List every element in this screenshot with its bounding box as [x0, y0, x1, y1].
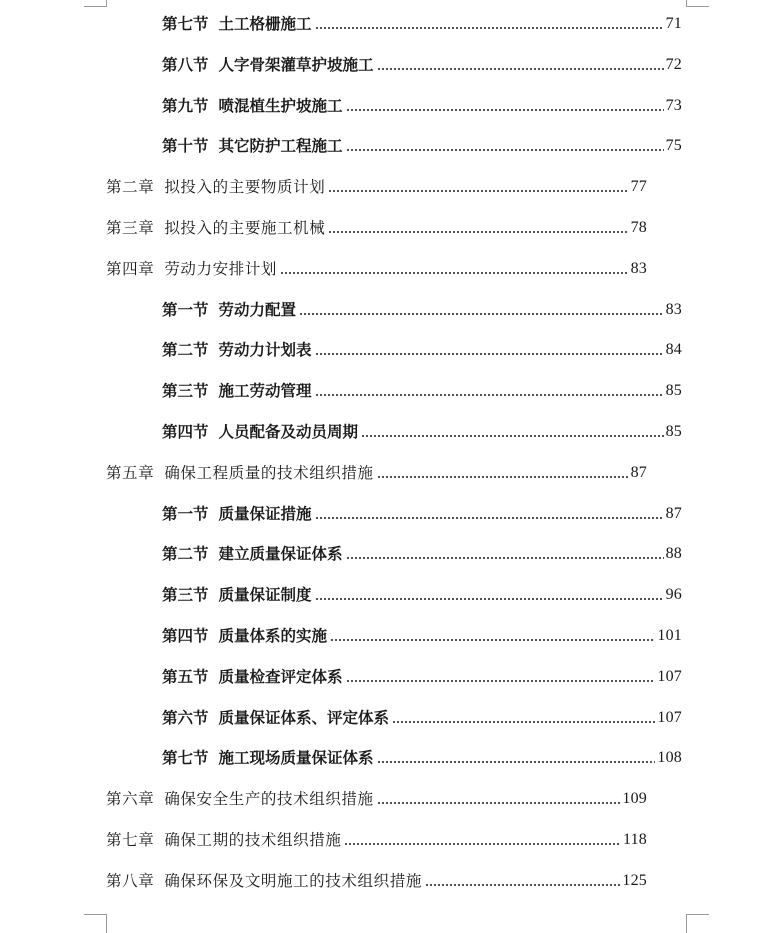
toc-entry-label [106, 218, 326, 238]
toc-dot-leader [425, 883, 620, 887]
toc-dot-leader [299, 312, 664, 316]
toc-entry-number: 第六节 [162, 708, 209, 727]
toc-section-entry[interactable] [162, 620, 682, 646]
toc-entry-label [106, 871, 423, 891]
toc-dot-leader [346, 148, 664, 152]
toc-section-entry[interactable] [162, 8, 682, 34]
toc-entry-label [162, 544, 344, 564]
toc-section-entry[interactable] [162, 90, 682, 116]
toc-entry-label [162, 422, 359, 442]
toc-entry-label [106, 830, 342, 850]
toc-chapter-entry[interactable] [106, 253, 647, 279]
toc-dot-leader [315, 516, 664, 520]
toc-entry-title: 其它防护工程施工 [218, 137, 343, 156]
toc-page-number: 108 [657, 749, 682, 767]
toc-entry-title: 土工格栅施工 [218, 15, 312, 33]
toc-dot-leader [392, 720, 655, 724]
toc-chapter-entry[interactable] [106, 865, 647, 891]
toc-entry-title: 质量体系的实施 [218, 627, 328, 645]
toc-page-number: 107 [657, 667, 682, 685]
toc-page-number: 101 [657, 627, 682, 644]
toc-page-number: 88 [665, 545, 682, 563]
toc-chapter-entry[interactable] [106, 824, 647, 850]
toc-entry-title: 质量检查评定体系 [218, 667, 343, 686]
toc-page-number: 72 [665, 55, 682, 73]
toc-entry-number: 第四节 [162, 627, 209, 645]
toc-entry-number: 第四节 [162, 423, 209, 441]
toc-entry-label [162, 14, 313, 34]
toc-page-number: 83 [630, 259, 647, 277]
toc-entry-title: 人字骨架灌草护坡施工 [218, 55, 374, 74]
toc-entry-label [106, 789, 375, 809]
toc-dot-leader [315, 26, 664, 30]
toc-dot-leader [328, 230, 628, 234]
toc-section-entry[interactable] [162, 702, 682, 728]
toc-dot-leader [377, 801, 621, 805]
toc-entry-title: 确保环保及文明施工的技术组织措施 [164, 871, 422, 890]
toc-page-number: 118 [622, 831, 647, 848]
toc-page-number: 73 [665, 96, 682, 114]
toc-entry-label [106, 463, 375, 483]
toc-page-number: 78 [630, 219, 647, 236]
toc-section-entry[interactable] [162, 538, 682, 564]
toc-entry-title: 施工现场质量保证体系 [218, 749, 374, 768]
toc-chapter-entry[interactable] [106, 783, 647, 809]
toc-entry-title: 拟投入的主要物质计划 [164, 178, 326, 197]
toc-page-number: 125 [622, 871, 647, 889]
toc-entry-number: 第四章 [106, 259, 155, 278]
toc-section-entry[interactable] [162, 49, 682, 75]
toc-entry-label [106, 259, 278, 279]
toc-entry-title: 确保安全生产的技术组织措施 [164, 790, 374, 809]
toc-entry-title: 喷混植生护坡施工 [218, 96, 343, 115]
toc-entry-label [162, 136, 344, 156]
toc-page-number: 75 [665, 137, 682, 155]
toc-section-entry[interactable] [162, 579, 682, 605]
toc-entry-number: 第一节 [162, 504, 209, 523]
toc-chapter-entry[interactable] [106, 212, 647, 238]
toc-page-number: 96 [665, 586, 682, 604]
toc-dot-leader [346, 556, 664, 560]
toc-dot-leader [315, 597, 664, 601]
toc-entry-number: 第九节 [162, 96, 209, 115]
toc-page-number: 85 [665, 423, 682, 440]
toc-section-entry[interactable] [162, 742, 682, 768]
toc-entry-number: 第一节 [162, 300, 209, 319]
toc-dot-leader [315, 352, 664, 356]
toc-entry-number: 第三节 [162, 382, 209, 401]
toc-entry-number: 第七节 [162, 15, 209, 33]
toc-entry-label [162, 340, 313, 360]
toc-page-number: 107 [657, 708, 682, 726]
toc-entry-title: 确保工程质量的技术组织措施 [164, 463, 374, 482]
toc-entry-label [162, 585, 313, 605]
toc-chapter-entry[interactable] [106, 457, 647, 483]
toc-page-number: 71 [665, 15, 682, 32]
toc-dot-leader [315, 393, 664, 397]
toc-section-entry[interactable] [162, 661, 682, 687]
toc-dot-leader [280, 271, 629, 275]
toc-entry-label [162, 300, 297, 320]
toc-entry-title: 人员配备及动员周期 [218, 423, 359, 441]
toc-section-entry[interactable] [162, 498, 682, 524]
toc-page-number: 84 [665, 341, 682, 359]
toc-page-number: 87 [630, 463, 647, 481]
toc-dot-leader [330, 638, 655, 642]
toc-dot-leader [377, 760, 656, 764]
toc-section-entry[interactable] [162, 416, 682, 442]
toc-entry-title: 劳动力计划表 [218, 341, 312, 360]
toc-entry-number: 第十节 [162, 137, 209, 156]
toc-entry-label [162, 504, 313, 524]
toc-dot-leader [346, 679, 656, 683]
toc-entry-number: 第五节 [162, 667, 209, 686]
toc-entry-label [162, 55, 375, 75]
toc-entry-number: 第二章 [106, 178, 155, 197]
toc-entry-label [162, 667, 344, 687]
toc-dot-leader [377, 67, 664, 71]
toc-page-number: 85 [665, 382, 682, 400]
toc-entry-label [106, 177, 326, 197]
toc-entry-number: 第八章 [106, 871, 155, 890]
toc-entry-number: 第三章 [106, 219, 155, 237]
toc-page-number: 87 [665, 504, 682, 522]
toc-entry-title: 质量保证措施 [218, 504, 312, 523]
toc-entry-title: 建立质量保证体系 [218, 545, 343, 564]
toc-section-entry[interactable] [162, 130, 682, 156]
toc-dot-leader [377, 475, 629, 479]
toc-entry-label [162, 96, 344, 116]
toc-dot-leader [346, 108, 664, 112]
toc-entry-title: 质量保证体系、评定体系 [218, 708, 390, 727]
toc-entry-label [162, 626, 328, 646]
toc-chapter-entry[interactable] [106, 171, 647, 197]
toc-entry-number: 第八节 [162, 55, 209, 74]
toc-entry-label [162, 748, 375, 768]
toc-entry-number: 第二节 [162, 545, 209, 564]
toc-section-entry[interactable] [162, 375, 682, 401]
toc-entry-number: 第三节 [162, 586, 209, 605]
toc-entry-title: 劳动力配置 [218, 300, 297, 319]
toc-entry-title: 确保工期的技术组织措施 [164, 831, 342, 849]
toc-dot-leader [328, 189, 628, 193]
toc-entry-number: 第七节 [162, 749, 209, 768]
toc-entry-title: 劳动力安排计划 [164, 259, 278, 278]
toc-entry-number: 第五章 [106, 463, 155, 482]
toc-entry-number: 第二节 [162, 341, 209, 360]
toc-dot-leader [344, 842, 621, 846]
toc-entry-title: 质量保证制度 [218, 586, 312, 605]
toc-entry-number: 第六章 [106, 790, 155, 809]
toc-section-entry[interactable] [162, 334, 682, 360]
toc-entry-title: 拟投入的主要施工机械 [164, 219, 326, 237]
toc-entry-label [162, 381, 313, 401]
toc-page-number: 77 [630, 178, 647, 196]
toc-page-number: 83 [665, 300, 682, 318]
toc-section-entry[interactable] [162, 294, 682, 320]
toc-entry-title: 施工劳动管理 [218, 382, 312, 401]
toc-dot-leader [361, 434, 664, 438]
toc-page-number: 109 [622, 790, 647, 808]
toc-entry-label [162, 708, 390, 728]
toc-entry-number: 第七章 [106, 831, 155, 849]
